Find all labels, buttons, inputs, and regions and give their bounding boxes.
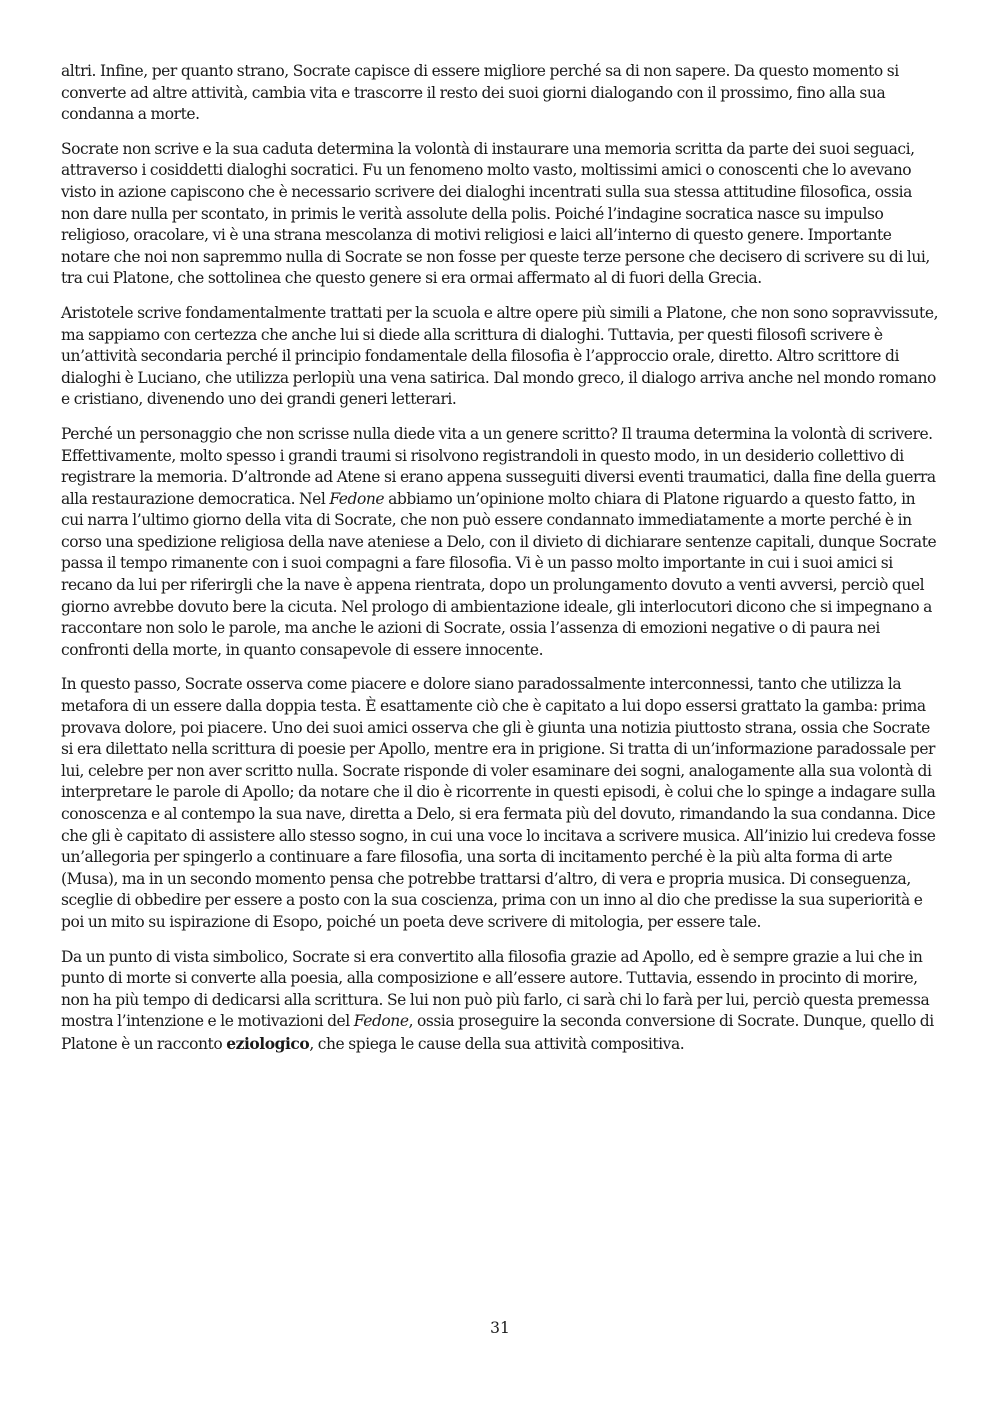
paragraph	[61, 61, 939, 126]
work-title-italic: Fedone	[353, 1012, 409, 1031]
paragraph	[61, 139, 939, 290]
paragraph-text: abbiamo un’opinione molto chiara di Platone riguardo a questo fatto, in cui narra l’ultimo giorno della vita di Socrate, che non può essere condannato immediatamente a morte perché è in corso una spedizione religiosa della nave ateniese a Delo, con il divieto di dichiarare sentenze capitali, dunque Socrate passa il tempo rimanente con i suoi compagni a fare filosofia. Vi è un passo molto importante in cui i suoi amici si recano da lui per riferirgli che la nave è appena rientrata, dopo un prolungamento dovuto a venti avversi, perciò quel giorno avrebbe dovuto bere la cicuta. Nel prologo di ambientazione ideale, gli interlocutori dicono che si impegnano a raccontare non solo le parole, ma anche le azioni di Socrate, ossia l’assenza di emozioni negative o di paura nei confronti della morte, in quanto consapevole di essere innocente.	[61, 489, 937, 659]
paragraph	[61, 424, 939, 662]
paragraph-text: Socrate non scrive e la sua caduta determina la volontà di instaurare una memoria scritta da parte dei suoi seguaci, attraverso i cosiddetti dialoghi socratici. Fu un fenomeno molto vasto, moltissimi amici o conoscenti che lo avevano visto in azione capiscono che è necessario scrivere dei dialoghi incentrati sulla sua stessa attitudine filosofica, ossia non dare nulla per scontato, in primis le verità assolute della polis. Poiché l’indagine socratica nasce su impulso religioso, oracolare, vi è una strana mescolanza di motivi religiosi e laici all’interno di questo genere. Importante notare che noi non sapremmo nulla di Socrate se non fosse per queste terze persone che decisero di scrivere su di lui, tra cui Platone, che sottolinea che questo genere si era ormai affermato al di fuori della Grecia.	[61, 139, 930, 288]
paragraph	[61, 947, 939, 1056]
paragraph-text: Perché un personaggio che non scrisse nulla diede vita a un genere scritto? Il trauma determina la volontà di scrivere. Effettivamente, molto spesso i grandi traumi si risolvono registrandoli in questo modo, in un desiderio collettivo di registrare la memoria. D’altronde ad Atene si erano appena susseguiti diversi eventi traumatici, dalla fine della guerra alla restaurazione democratica. Nel	[61, 424, 936, 508]
paragraph-text: altri. Infine, per quanto strano, Socrate capisce di essere migliore perché sa di non sapere. Da questo momento si converte ad altre attività, cambia vita e trascorre il resto dei suoi giorni dialogando con il prossimo, fino alla sua condanna a morte.	[61, 62, 899, 124]
paragraph-text: In questo passo, Socrate osserva come piacere e dolore siano paradossalmente interconnessi, tanto che utilizza la metafora di un essere dalla doppia testa. È esattamente ciò che è capitato a lui dopo essersi grattato la gamba: prima provava dolore, poi piacere. Uno dei suoi amici osserva che gli è giunta una notizia piuttosto strana, ossia che Socrate si era dilettato nella scrittura di poesie per Apollo, mentre era in prigione. Si tratta di un’informazione paradossale per lui, celebre per non aver scritto nulla. Socrate risponde di voler esaminare dei sogni, analogamente alla sua volontà di interpretare le parole di Apollo; da notare che il dio è ricorrente in questi episodi, è colui che lo spinge a indagare sulla conoscenza e al contempo la sua nave, diretta a Delo, si era fermata più del dovuto, rimandando la sua condanna. Dice che gli è capitato di assistere allo stesso sogno, in cui una voce lo incitava a scrivere musica. All’inizio lui credeva fosse un’allegoria per spingerlo a continuare a fare filosofia, una sorta di incitamento perché è la più alta forma di arte (Musa), ma in un secondo momento pensa che potrebbe trattarsi d’altro, di vera e propria musica. Di conseguenza, sceglie di obbedire per essere a posto con la sua coscienza, prima con un inno al dio che predisse la sua superiorità e poi un mito su ispirazione di Esopo, poiché un poeta deve scrivere di mitologia, per essere tale.	[61, 675, 936, 931]
paragraph-text: , ossia proseguire la seconda conversione di Socrate. Dunque, quello di Platone è un racconto	[61, 1012, 934, 1053]
body-text	[61, 61, 939, 1069]
paragraph	[61, 303, 939, 411]
paragraph-text: Da un punto di vista simbolico, Socrate si era convertito alla filosofia grazie ad Apollo, ed è sempre grazie a lui che in punto di morte si converte alla poesia, alla composizione e all’essere autore. Tuttavia, essendo in procinto di morire, non ha più tempo di dedicarsi alla scrittura. Se lui non può più farlo, ci sarà chi lo farà per lui, perciò questa premessa mostra l’intenzione e le motivazioni del	[61, 947, 930, 1031]
paragraph-text: Aristotele scrive fondamentalmente trattati per la scuola e altre opere più simili a Platone, che non sono sopravvissute, ma sappiamo con certezza che anche lui si diede alla scrittura di dialoghi. Tuttavia, per questi filosofi scrivere è un’attività secondaria perché il principio fondamentale della filosofia è l’approccio orale, diretto. Altro scrittore di dialoghi è Luciano, che utilizza perlopiù una vena satirica. Dal mondo greco, il dialogo arriva anche nel mondo romano e cristiano, divenendo uno dei grandi generi letterari.	[61, 303, 939, 409]
paragraph	[61, 674, 939, 933]
page-number: 31	[490, 1319, 510, 1337]
work-title-italic: Fedone	[329, 489, 385, 508]
key-term-bold: eziologico	[226, 1033, 310, 1053]
paragraph-text: , che spiega le cause della sua attività compositiva.	[309, 1034, 685, 1053]
